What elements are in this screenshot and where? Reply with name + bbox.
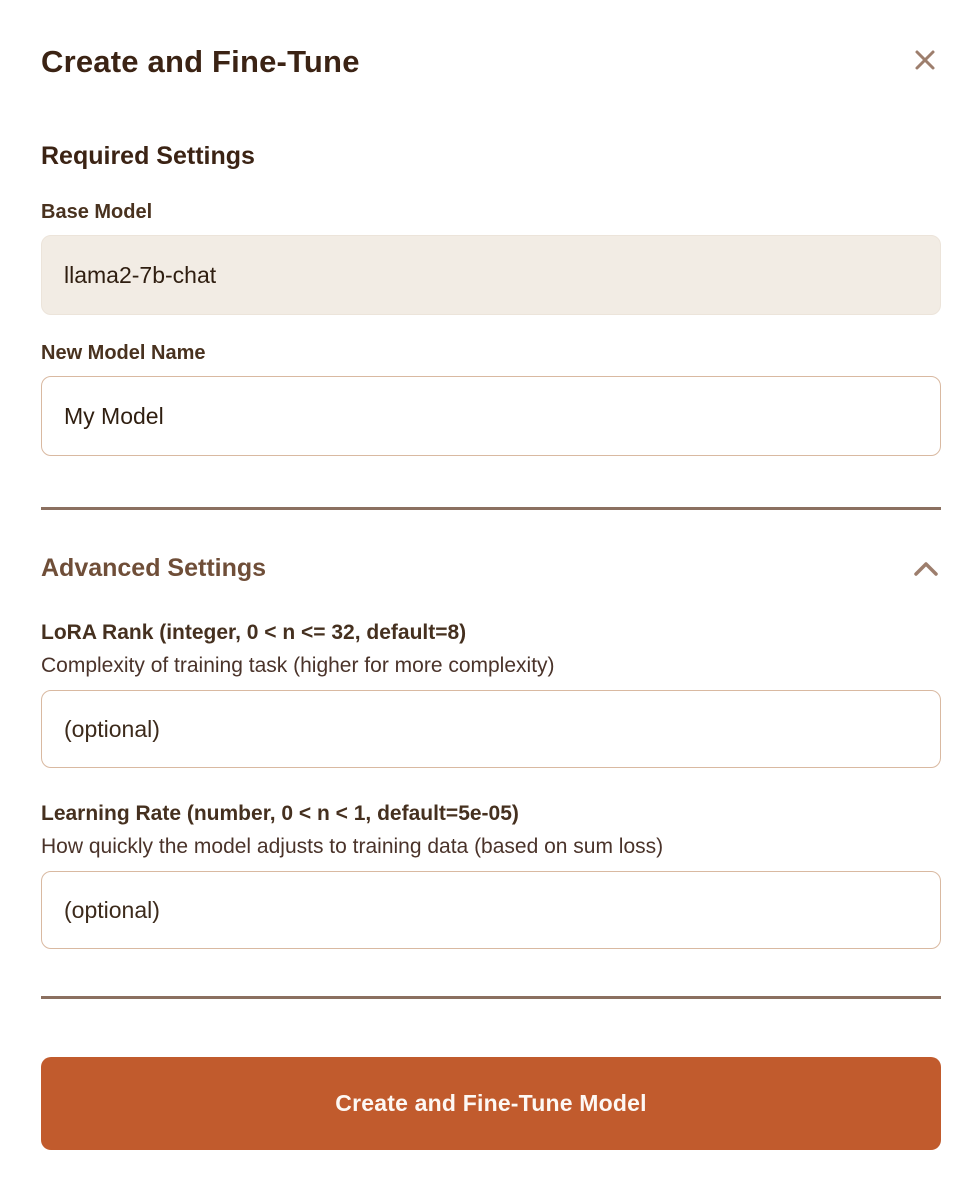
- learning-rate-input[interactable]: [41, 871, 941, 949]
- base-model-field: [41, 235, 941, 315]
- lora-rank-label: LoRA Rank (integer, 0 < n <= 32, default=8): [41, 621, 467, 644]
- learning-rate-label: Learning Rate (number, 0 < n < 1, default=5e-05): [41, 802, 519, 825]
- modal-header: [41, 44, 941, 80]
- learning-rate-field-group: [41, 802, 941, 949]
- lora-rank-input[interactable]: [41, 690, 941, 768]
- lora-rank-field-group: [41, 621, 941, 768]
- new-model-name-input[interactable]: [41, 376, 941, 456]
- chevron-up-icon[interactable]: [913, 561, 939, 577]
- divider-required-advanced: [41, 507, 941, 510]
- lora-rank-help: Complexity of training task (higher for more complexity): [41, 654, 555, 677]
- advanced-settings-toggle[interactable]: [41, 553, 941, 583]
- new-model-name-label: New Model Name: [41, 342, 206, 364]
- modal-title: Create and Fine-Tune: [41, 44, 360, 79]
- create-fine-tune-modal: [0, 44, 978, 1186]
- learning-rate-help: How quickly the model adjusts to training data (based on sum loss): [41, 835, 664, 858]
- advanced-settings-heading: Advanced Settings: [41, 554, 267, 582]
- required-settings-heading: Required Settings: [41, 142, 255, 170]
- create-fine-tune-button[interactable]: Create and Fine-Tune Model: [41, 1057, 941, 1150]
- close-icon: [911, 46, 939, 74]
- close-button[interactable]: [911, 46, 939, 74]
- divider-advanced-submit: [41, 996, 941, 999]
- base-model-label: Base Model: [41, 201, 153, 223]
